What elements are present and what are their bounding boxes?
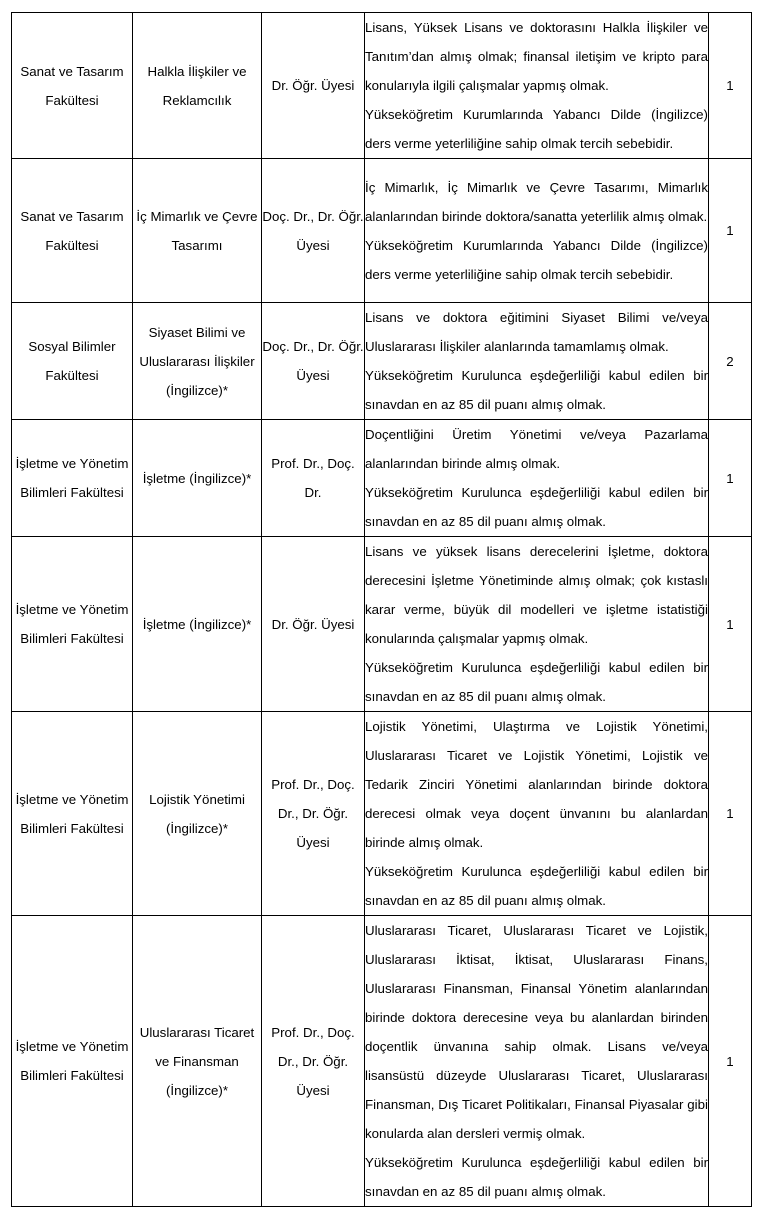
condition-text: Yükseköğretim Kurulunca eşdeğerliliği kabul edilen bir sınavdan en az 85 dil puanı almış olmak. [365, 1155, 708, 1199]
condition-text: Yükseköğretim Kurulunca eşdeğerliliği kabul edilen bir sınavdan en az 85 dil puanı almış olmak. [365, 485, 708, 529]
faculty-cell: İşletme ve Yönetim Bilimleri Fakültesi [12, 916, 133, 1207]
table-row [12, 916, 752, 1207]
condition-text: Yükseköğretim Kurulunca eşdeğerliliği kabul edilen bir sınavdan en az 85 dil puanı almış olmak. [365, 368, 708, 412]
condition-text: Yükseköğretim Kurulunca eşdeğerliliği kabul edilen bir sınavdan en az 85 dil puanı almış olmak. [365, 660, 708, 704]
condition-text: Uluslararası Ticaret, Uluslararası Ticaret ve Lojistik, Uluslararası İktisat, İktisat, Uluslararası Finans, Uluslararası Finansman, Finansal Yönetim alanlarından birinde doktora derecesine veya bu alanlardan birinden doçentlik ünvanına sahip olmak. Lisans ve/veya lisansüstü düzeyde Uluslararası Ticaret, Uluslararası Finansman, Dış Ticaret Politikaları, Finansal Piyasalar gibi konularda alan dersleri vermiş olmak. [365, 923, 708, 1141]
faculty-cell: Sanat ve Tasarım Fakültesi [12, 159, 133, 303]
department-cell: İç Mimarlık ve Çevre Tasarımı [133, 159, 262, 303]
faculty-cell: İşletme ve Yönetim Bilimleri Fakültesi [12, 420, 133, 537]
faculty-cell: İşletme ve Yönetim Bilimleri Fakültesi [12, 712, 133, 916]
table-row [12, 303, 752, 420]
rank-cell: Doç. Dr., Dr. Öğr. Üyesi [262, 159, 365, 303]
condition-text: Yükseköğretim Kurumlarında Yabancı Dilde (İngilizce) ders verme yeterliliğine sahip olmak tercih sebebidir. [365, 107, 708, 151]
count-cell: 1 [709, 159, 752, 303]
table-row [12, 420, 752, 537]
position-table [11, 12, 752, 1207]
conditions-cell [365, 13, 709, 159]
table-row [12, 537, 752, 712]
condition-text: Lisans, Yüksek Lisans ve doktorasını Halkla İlişkiler ve Tanıtım’dan almış olmak; finansal iletişim ve kripto para konularıyla ilgili çalışmalar yapmış olmak. [365, 20, 708, 93]
department-cell: Lojistik Yönetimi (İngilizce)* [133, 712, 262, 916]
conditions-cell [365, 159, 709, 303]
condition-text: Lisans ve doktora eğitimini Siyaset Bilimi ve/veya Uluslararası İlişkiler alanlarında tamamlamış olmak. [365, 310, 708, 354]
table-row [12, 13, 752, 159]
condition-text: Yükseköğretim Kurulunca eşdeğerliliği kabul edilen bir sınavdan en az 85 dil puanı almış olmak. [365, 864, 708, 908]
condition-text: Doçentliğini Üretim Yönetimi ve/veya Pazarlama alanlarından birinde almış olmak. [365, 427, 708, 471]
condition-text: Lisans ve yüksek lisans derecelerini İşletme, doktora derecesini İşletme Yönetiminde almış olmak; çok kıstaslı karar verme, büyük dil modelleri ve işletme istatistiği konularında çalışmalar yapmış olmak. [365, 544, 708, 646]
conditions-cell [365, 303, 709, 420]
department-cell: Uluslararası Ticaret ve Finansman (İngilizce)* [133, 916, 262, 1207]
conditions-cell [365, 916, 709, 1207]
table-row [12, 159, 752, 303]
condition-text: Lojistik Yönetimi, Ulaştırma ve Lojistik Yönetimi, Uluslararası Ticaret ve Lojistik Yönetimi, Lojistik ve Tedarik Zinciri Yönetimi alanlarından birinde doktora derecesi olmak veya doçent ünvanını bu alanlardan birinde almış olmak. [365, 719, 708, 850]
rank-cell: Doç. Dr., Dr. Öğr. Üyesi [262, 303, 365, 420]
table-row [12, 712, 752, 916]
count-cell: 2 [709, 303, 752, 420]
rank-cell: Dr. Öğr. Üyesi [262, 13, 365, 159]
condition-text: İç Mimarlık, İç Mimarlık ve Çevre Tasarımı, Mimarlık alanlarından birinde doktora/sanatta yeterlilik almış olmak. [365, 179, 708, 224]
conditions-cell [365, 537, 709, 712]
count-cell: 1 [709, 916, 752, 1207]
department-cell: İşletme (İngilizce)* [133, 420, 262, 537]
rank-cell: Prof. Dr., Doç. Dr., Dr. Öğr. Üyesi [262, 712, 365, 916]
condition-text: Yükseköğretim Kurumlarında Yabancı Dilde (İngilizce) ders verme yeterliliğine sahip olmak tercih sebebidir. [365, 237, 708, 282]
count-cell: 1 [709, 13, 752, 159]
rank-cell: Prof. Dr., Doç. Dr. [262, 420, 365, 537]
count-cell: 1 [709, 537, 752, 712]
faculty-cell: İşletme ve Yönetim Bilimleri Fakültesi [12, 537, 133, 712]
count-cell: 1 [709, 420, 752, 537]
department-cell: Halkla İlişkiler ve Reklamcılık [133, 13, 262, 159]
conditions-cell [365, 420, 709, 537]
faculty-cell: Sosyal Bilimler Fakültesi [12, 303, 133, 420]
conditions-cell [365, 712, 709, 916]
department-cell: Siyaset Bilimi ve Uluslararası İlişkiler (İngilizce)* [133, 303, 262, 420]
department-cell: İşletme (İngilizce)* [133, 537, 262, 712]
rank-cell: Prof. Dr., Doç. Dr., Dr. Öğr. Üyesi [262, 916, 365, 1207]
faculty-cell: Sanat ve Tasarım Fakültesi [12, 13, 133, 159]
count-cell: 1 [709, 712, 752, 916]
rank-cell: Dr. Öğr. Üyesi [262, 537, 365, 712]
